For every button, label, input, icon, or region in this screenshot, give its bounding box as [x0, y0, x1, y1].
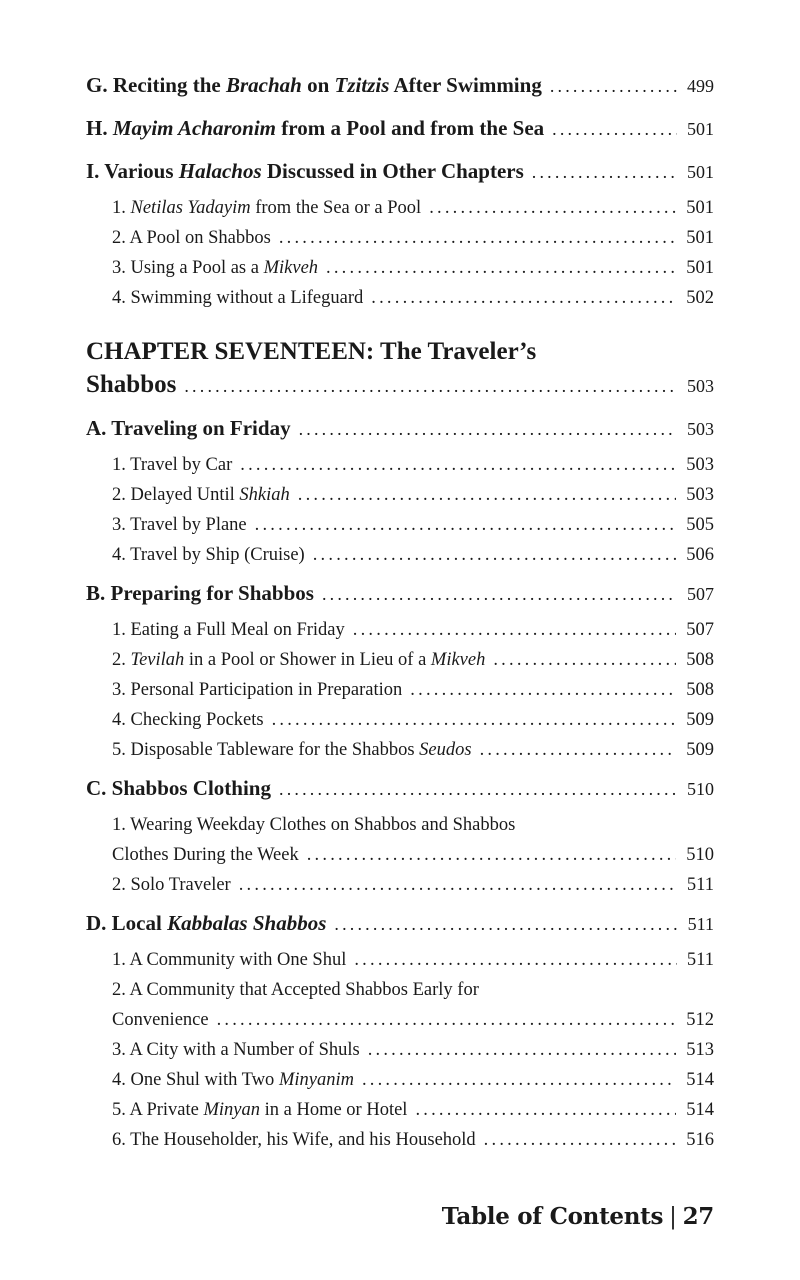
dot-leader: [552, 110, 677, 148]
entry-title: [86, 574, 314, 612]
dot-leader: [299, 410, 677, 448]
entry-title: [112, 705, 264, 735]
page-number: 502: [686, 288, 714, 308]
entry-title: [112, 735, 472, 765]
entry-title-text: Brachah: [225, 73, 302, 97]
toc-subsection-entry: [86, 1095, 714, 1125]
entry-row: [112, 615, 714, 645]
entry-title-text: 2. Delayed Until: [112, 485, 240, 505]
footer-title: Table of Contents: [441, 1203, 664, 1230]
dot-leader: [240, 450, 676, 480]
entry-title-text: Netilas Yadayim: [130, 198, 251, 218]
entry-row: [112, 1065, 714, 1095]
toc-section-entry: [86, 574, 714, 613]
entry-row: [112, 540, 714, 570]
toc-subsection-entry: [86, 450, 714, 480]
running-footer: [442, 1203, 714, 1230]
dot-leader: [353, 615, 676, 645]
entry-title-text: 1. Wearing Weekday Clothes on Shabbos and Shabbos: [112, 815, 516, 835]
entry-title-text: from the Sea or a Pool: [250, 198, 422, 218]
entry-title: [112, 283, 363, 313]
entry-title: [112, 615, 345, 645]
page-number: 507: [686, 620, 714, 640]
entry-title-text: D. Local: [86, 911, 168, 935]
dot-leader: [415, 1095, 676, 1125]
toc-subsection-entry: [86, 810, 714, 870]
entry-title: [112, 1065, 354, 1095]
toc-chapter-entry: [86, 335, 714, 403]
toc-subsection-entry: [86, 1125, 714, 1155]
page-number: 499: [687, 76, 714, 96]
toc-section-entry: [86, 769, 714, 808]
entry-title-text: 2. A Pool on Shabbos: [112, 228, 271, 248]
entry-title-text: 2. Solo Traveler: [112, 875, 231, 895]
entry-title-text: 4. Swimming without a Lifeguard: [112, 288, 364, 308]
entry-title-text: 3. Travel by Plane: [112, 515, 247, 535]
entry-title-text: Discussed in Other Chapters: [261, 159, 524, 183]
entry-title-text: 5. Disposable Tableware for the Shabbos: [112, 740, 420, 760]
page-number: 511: [686, 875, 714, 895]
entry-title-text: 1.: [112, 198, 131, 218]
entry-title-text: 5. A Private: [112, 1100, 204, 1120]
dot-leader: [493, 645, 676, 675]
entry-title: [112, 510, 247, 540]
entry-row: [86, 109, 714, 148]
dot-leader: [279, 770, 677, 808]
entry-row: [112, 945, 714, 975]
dot-leader: [239, 870, 677, 900]
entry-title: [86, 769, 271, 807]
entry-title-text: from a Pool and from the Sea: [276, 116, 545, 140]
entry-title: [112, 645, 485, 675]
entry-row: [112, 1005, 714, 1035]
footer-separator: |: [669, 1204, 677, 1230]
entry-title-text: 3. A City with a Number of Shuls: [112, 1040, 360, 1060]
entry-row: [86, 769, 714, 808]
entry-title: [112, 945, 346, 975]
toc-subsection-entry: [86, 223, 714, 253]
page-number: 516: [686, 1130, 714, 1150]
page-number: 511: [687, 914, 714, 934]
page-number: 508: [686, 650, 714, 670]
dot-leader: [368, 1035, 677, 1065]
page-number: 514: [686, 1100, 714, 1120]
entry-title-text: 4. Travel by Ship (Cruise): [112, 545, 305, 565]
toc-subsection-entry: [86, 253, 714, 283]
entry-title-text: B. Preparing for Shabbos: [86, 581, 314, 605]
dot-leader: [272, 705, 677, 735]
dot-leader: [184, 370, 677, 403]
entry-title-text: CHAPTER SEVENTEEN: The Traveler’s: [86, 338, 537, 365]
entry-row: [86, 368, 714, 403]
entry-title: [86, 66, 542, 104]
page-number: 509: [686, 710, 714, 730]
entry-title: [112, 840, 299, 870]
page-number: 501: [687, 162, 714, 182]
entry-title-text: Mikveh: [430, 650, 486, 670]
entry-title: [86, 409, 291, 447]
toc-section-entry: [86, 152, 714, 191]
dot-leader: [279, 223, 676, 253]
page-number: 503: [687, 419, 714, 439]
entry-row: [86, 152, 714, 191]
entry-title-text: Tzitzis: [334, 73, 390, 97]
entry-title-text: Halachos: [178, 159, 262, 183]
entry-title-text: H.: [86, 116, 113, 140]
entry-title: [112, 540, 305, 570]
entry-row: [112, 480, 714, 510]
dot-leader: [354, 945, 677, 975]
page-number: 503: [687, 376, 714, 396]
toc-subsection-entry: [86, 1035, 714, 1065]
page-number: 509: [686, 740, 714, 760]
page-number: 507: [687, 584, 714, 604]
entry-title-text: 4. Checking Pockets: [112, 710, 264, 730]
toc-section-entry: [86, 904, 714, 943]
entry-title-text: Seudos: [419, 740, 472, 760]
toc-subsection-entry: [86, 645, 714, 675]
entry-row: [86, 574, 714, 613]
entry-row: [112, 645, 714, 675]
page-number: 510: [687, 779, 714, 799]
toc-subsection-entry: [86, 945, 714, 975]
toc-section-entry: [86, 66, 714, 105]
entry-title-text: Shkiah: [239, 485, 290, 505]
entry-title: [86, 109, 544, 147]
entry-title-text: 3. Personal Participation in Preparation: [112, 680, 403, 700]
dot-leader: [484, 1125, 677, 1155]
entry-title-text: Kabbalas Shabbos: [167, 911, 327, 935]
entry-row: [112, 1125, 714, 1155]
entry-title-text: 4. One Shul with Two: [112, 1070, 279, 1090]
toc-subsection-entry: [86, 675, 714, 705]
toc-subsection-entry: [86, 735, 714, 765]
dot-leader: [313, 540, 677, 570]
entry-title: [86, 904, 326, 942]
page-number: 514: [686, 1070, 714, 1090]
page-number: 501: [686, 228, 714, 248]
page-number: 512: [686, 1010, 714, 1030]
entry-title: [112, 1125, 476, 1155]
toc-subsection-entry: [86, 480, 714, 510]
entry-row: [86, 904, 714, 943]
entry-row: [112, 283, 714, 313]
dot-leader: [371, 283, 676, 313]
entry-title: [112, 1035, 360, 1065]
dot-leader: [410, 675, 676, 705]
entry-title-text: Minyanim: [278, 1070, 354, 1090]
entry-title-text: Minyan: [203, 1100, 260, 1120]
page-number: 501: [686, 198, 714, 218]
toc-subsection-entry: [86, 510, 714, 540]
entry-row: [112, 675, 714, 705]
entry-title: [112, 1005, 209, 1035]
page-number: 503: [686, 455, 714, 475]
toc-subsection-entry: [86, 540, 714, 570]
dot-leader: [326, 253, 676, 283]
entry-title: [112, 675, 402, 705]
dot-leader: [550, 67, 677, 105]
entry-title-text: After Swimming: [389, 73, 542, 97]
entry-title-text: Tevilah: [130, 650, 185, 670]
entry-row: [112, 870, 714, 900]
entry-title-text: G. Reciting the: [86, 73, 226, 97]
page-number: 508: [686, 680, 714, 700]
entry-title: [86, 368, 176, 401]
entry-title-text: C. Shabbos Clothing: [86, 776, 271, 800]
entry-title: [112, 193, 421, 223]
entry-title-text: 1. Eating a Full Meal on Friday: [112, 620, 345, 640]
table-of-contents: [86, 66, 714, 1155]
toc-subsection-entry: [86, 193, 714, 223]
entry-row: [86, 66, 714, 105]
dot-leader: [532, 153, 677, 191]
entry-title-text: 1. Travel by Car: [112, 455, 233, 475]
entry-title-text: A. Traveling on Friday: [86, 416, 291, 440]
entry-title: [86, 152, 524, 190]
entry-row: [112, 253, 714, 283]
toc-subsection-entry: [86, 705, 714, 735]
entry-row: [112, 510, 714, 540]
entry-title: [112, 870, 231, 900]
dot-leader: [334, 905, 677, 943]
dot-leader: [480, 735, 677, 765]
dot-leader: [362, 1065, 676, 1095]
toc-section-entry: [86, 409, 714, 448]
entry-row: [112, 840, 714, 870]
entry-row: [112, 193, 714, 223]
dot-leader: [307, 840, 677, 870]
entry-title-text: 3. Using a Pool as a: [112, 258, 264, 278]
dot-leader: [298, 480, 676, 510]
entry-title-text: on: [301, 73, 335, 97]
entry-title-text: Mikveh: [263, 258, 319, 278]
entry-title-text: 1. A Community with One Shul: [112, 950, 347, 970]
toc-subsection-entry: [86, 615, 714, 645]
toc-subsection-entry: [86, 283, 714, 313]
toc-subsection-entry: [86, 975, 714, 1035]
entry-title-text: Clothes During the Week: [112, 845, 299, 865]
page-number: 506: [686, 545, 714, 565]
page-number: 505: [686, 515, 714, 535]
entry-title-text: in a Pool or Shower in Lieu of a: [184, 650, 431, 670]
dot-leader: [255, 510, 677, 540]
entry-title-text: in a Home or Hotel: [260, 1100, 408, 1120]
entry-title-text: Convenience: [112, 1010, 209, 1030]
entry-row: [112, 1035, 714, 1065]
entry-title-line: [112, 975, 714, 1005]
footer-page-number: 27: [682, 1203, 714, 1230]
entry-title-text: Shabbos: [86, 371, 177, 398]
page-number: 513: [686, 1040, 714, 1060]
entry-title: [112, 450, 232, 480]
entry-title-text: I. Various: [86, 159, 179, 183]
page-number: 511: [686, 950, 714, 970]
page-number: 510: [686, 845, 714, 865]
entry-row: [112, 450, 714, 480]
entry-title-text: 2. A Community that Accepted Shabbos Early for: [112, 980, 479, 1000]
entry-title-line: [86, 335, 714, 368]
dot-leader: [217, 1005, 677, 1035]
entry-row: [112, 735, 714, 765]
dot-leader: [429, 193, 676, 223]
page-number: 503: [686, 485, 714, 505]
toc-subsection-entry: [86, 1065, 714, 1095]
entry-row: [86, 409, 714, 448]
entry-title: [112, 480, 290, 510]
entry-title-line: [112, 810, 714, 840]
entry-title-text: 6. The Householder, his Wife, and his Household: [112, 1130, 476, 1150]
entry-row: [112, 223, 714, 253]
entry-title: [112, 253, 318, 283]
entry-title-text: Mayim Acharonim: [112, 116, 277, 140]
entry-row: [112, 1095, 714, 1125]
entry-row: [112, 705, 714, 735]
page-number: 501: [686, 258, 714, 278]
page-number: 501: [687, 119, 714, 139]
entry-title: [112, 1095, 407, 1125]
dot-leader: [322, 575, 677, 613]
entry-title: [112, 223, 271, 253]
entry-title-text: 2.: [112, 650, 131, 670]
toc-subsection-entry: [86, 870, 714, 900]
toc-section-entry: [86, 109, 714, 148]
